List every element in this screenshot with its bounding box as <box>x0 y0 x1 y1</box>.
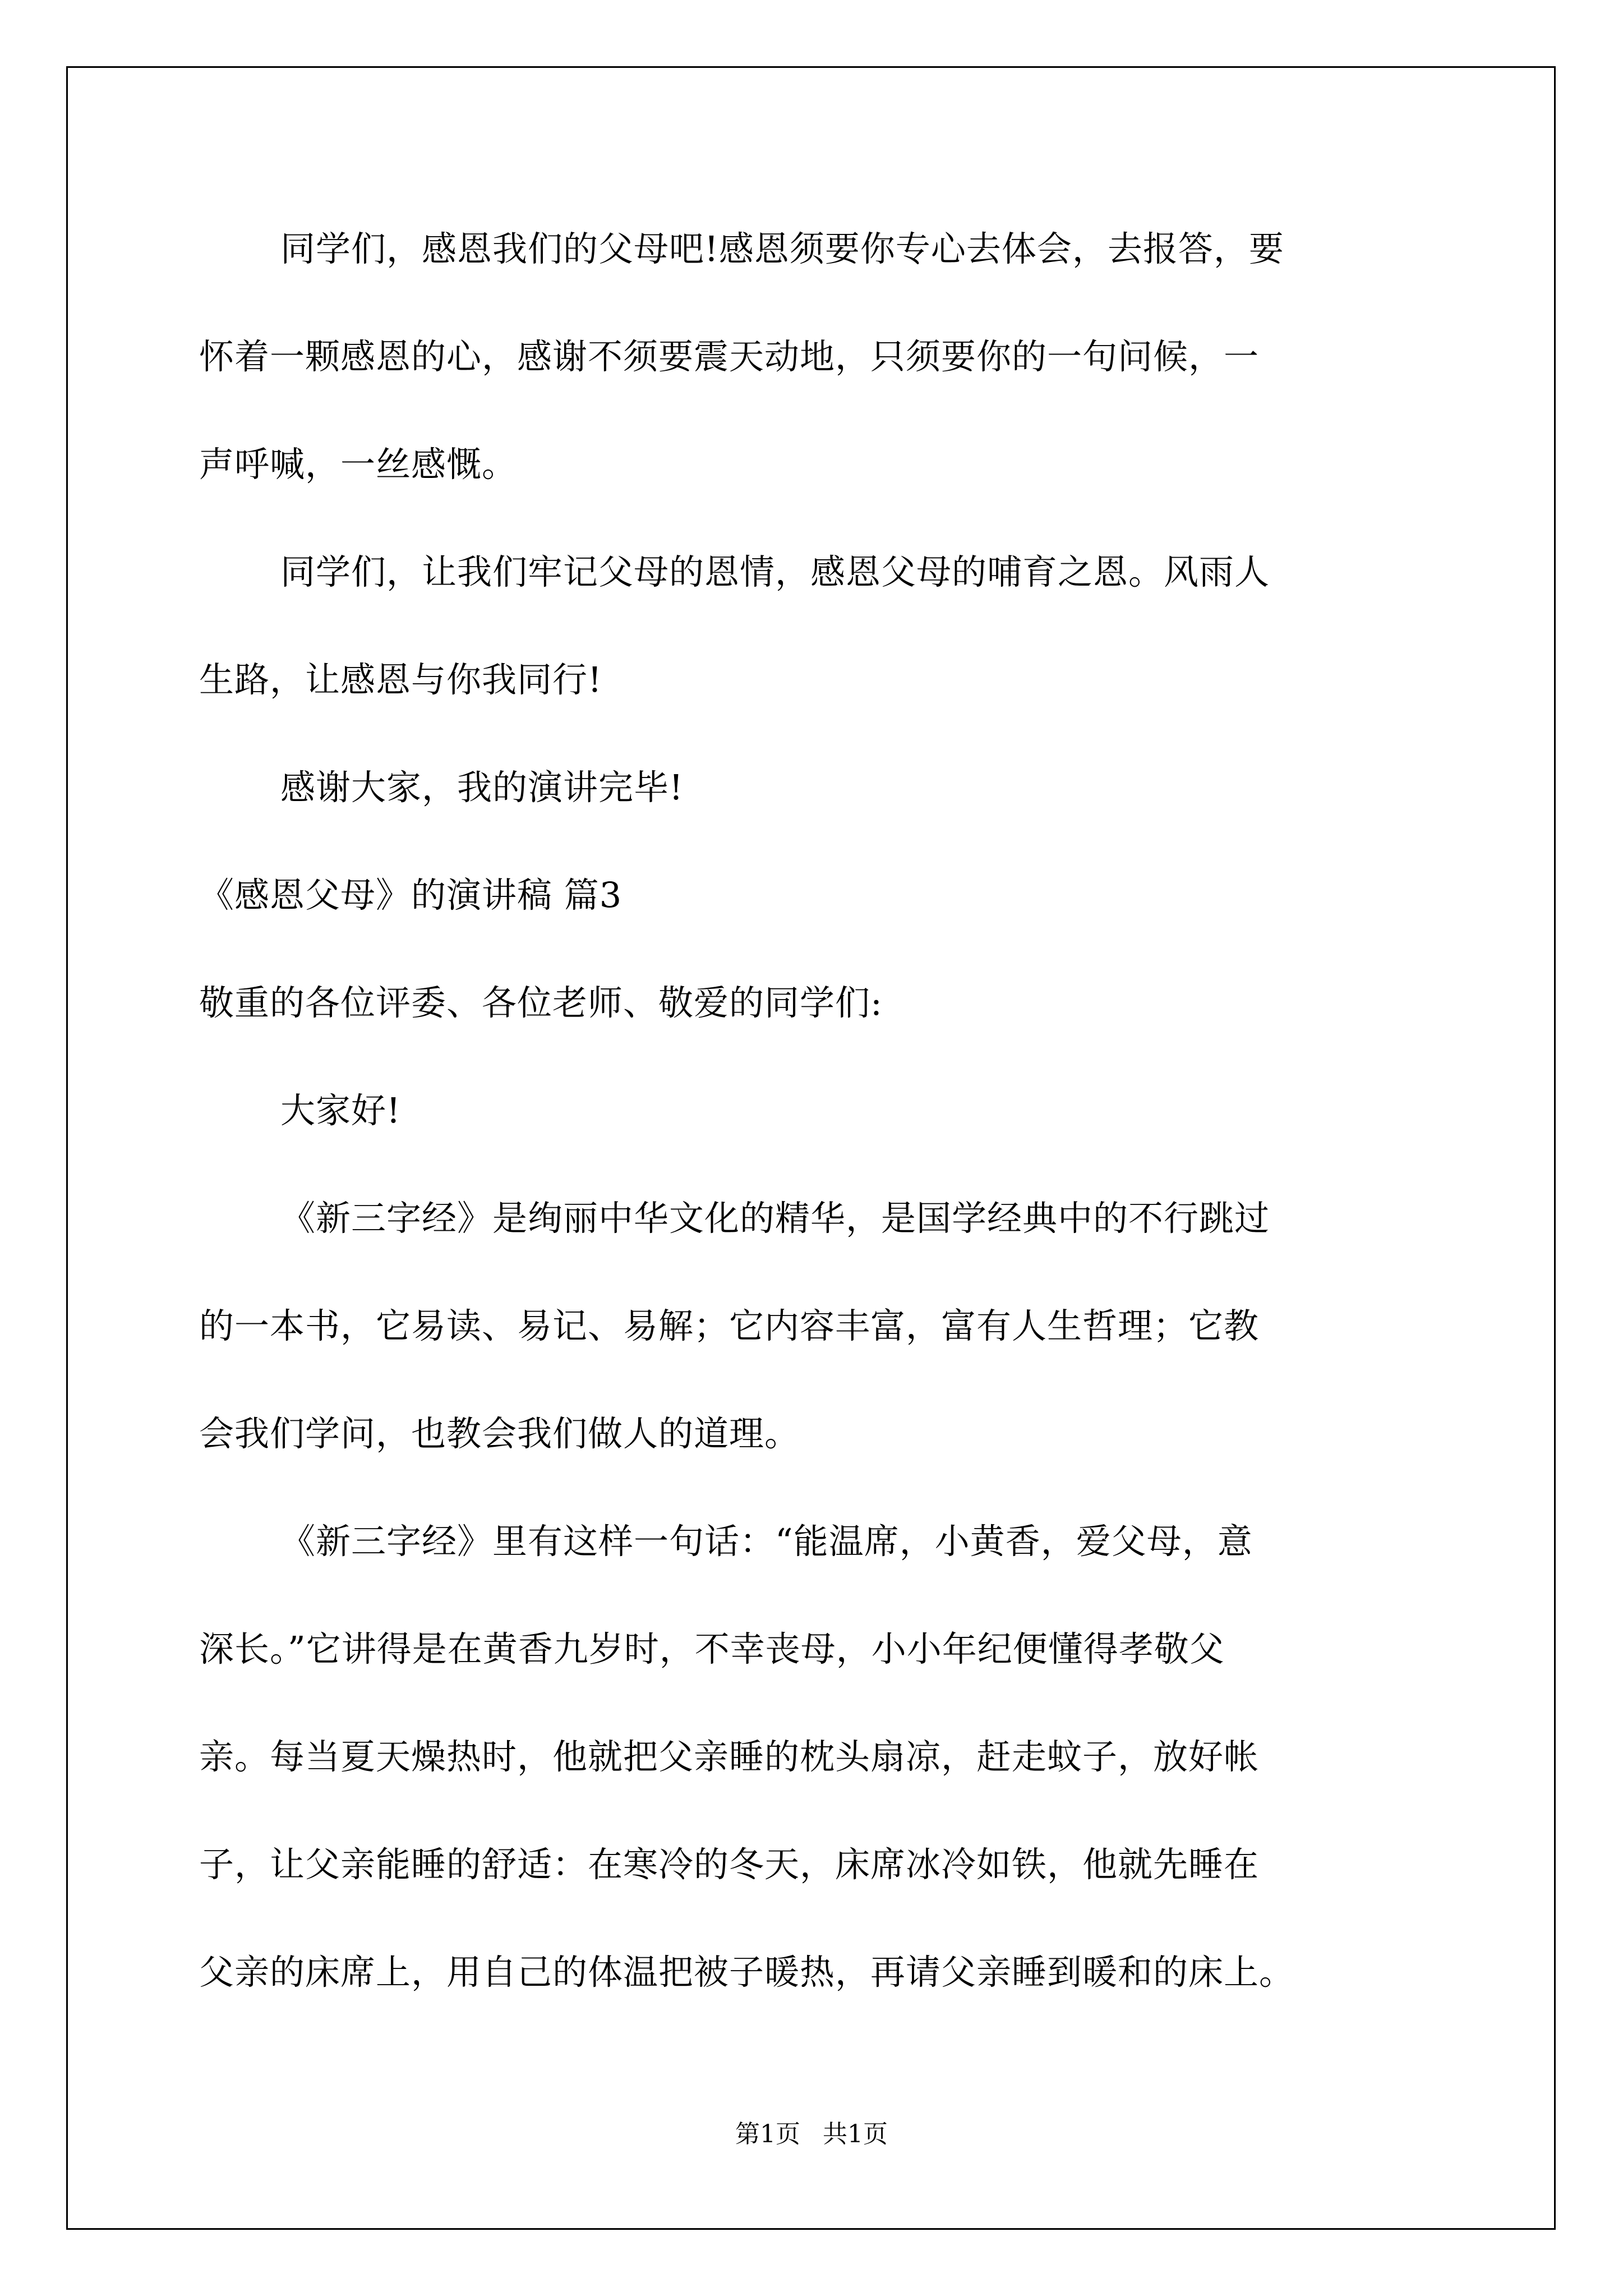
paragraph-line: 亲。每当夏天燥热时，他就把父亲睡的枕头扇凉，赶走蚊子，放好帐 <box>199 1736 1260 1777</box>
paragraph-line: 感谢大家，我的演讲完毕! <box>280 767 684 808</box>
paragraph-line: 同学们，感恩我们的父母吧!感恩须要你专心去体会，去报答，要 <box>280 228 1284 269</box>
page-footer <box>0 2118 1623 2151</box>
paragraph-line: 深长。”它讲得是在黄香九岁时，不幸丧母，小小年纪便懂得孝敬父 <box>199 1628 1225 1669</box>
paragraph-line: 《新三字经》是绚丽中华文化的精华，是国学经典中的不行跳过 <box>280 1198 1270 1239</box>
paragraph-line: 《新三字经》里有这样一句话：“能温席，小黄香，爱父母，意 <box>280 1521 1253 1562</box>
page-total: 共1页 <box>823 2120 888 2148</box>
paragraph-line: 子，让父亲能睡的舒适：在寒冷的冬天，床席冰冷如铁，他就先睡在 <box>199 1844 1260 1885</box>
paragraph-line: 怀着一颗感恩的心，感谢不须要震天动地，只须要你的一句问候，一 <box>199 336 1260 377</box>
paragraph-line: 同学们，让我们牢记父母的恩情，感恩父母的哺育之恩。风雨人 <box>280 551 1270 592</box>
paragraph-line: 会我们学问，也教会我们做人的道理。 <box>199 1413 800 1454</box>
paragraph-line: 声呼喊，一丝感慨。 <box>199 444 518 485</box>
page-border <box>66 66 1556 2230</box>
section-heading: 《感恩父母》的演讲稿 篇3 <box>199 875 623 915</box>
salutation: 敬重的各位评委、各位老师、敬爱的同学们: <box>199 982 883 1023</box>
paragraph-line: 生路，让感恩与你我同行! <box>199 659 602 700</box>
page-number: 第1页 <box>735 2120 800 2148</box>
greeting: 大家好! <box>280 1090 401 1131</box>
paragraph-line: 的一本书，它易读、易记、易解；它内容丰富，富有人生哲理；它教 <box>199 1305 1260 1346</box>
paragraph-line: 父亲的床席上，用自己的体温把被子暖热，再请父亲睡到暖和的床上。 <box>199 1952 1295 1993</box>
